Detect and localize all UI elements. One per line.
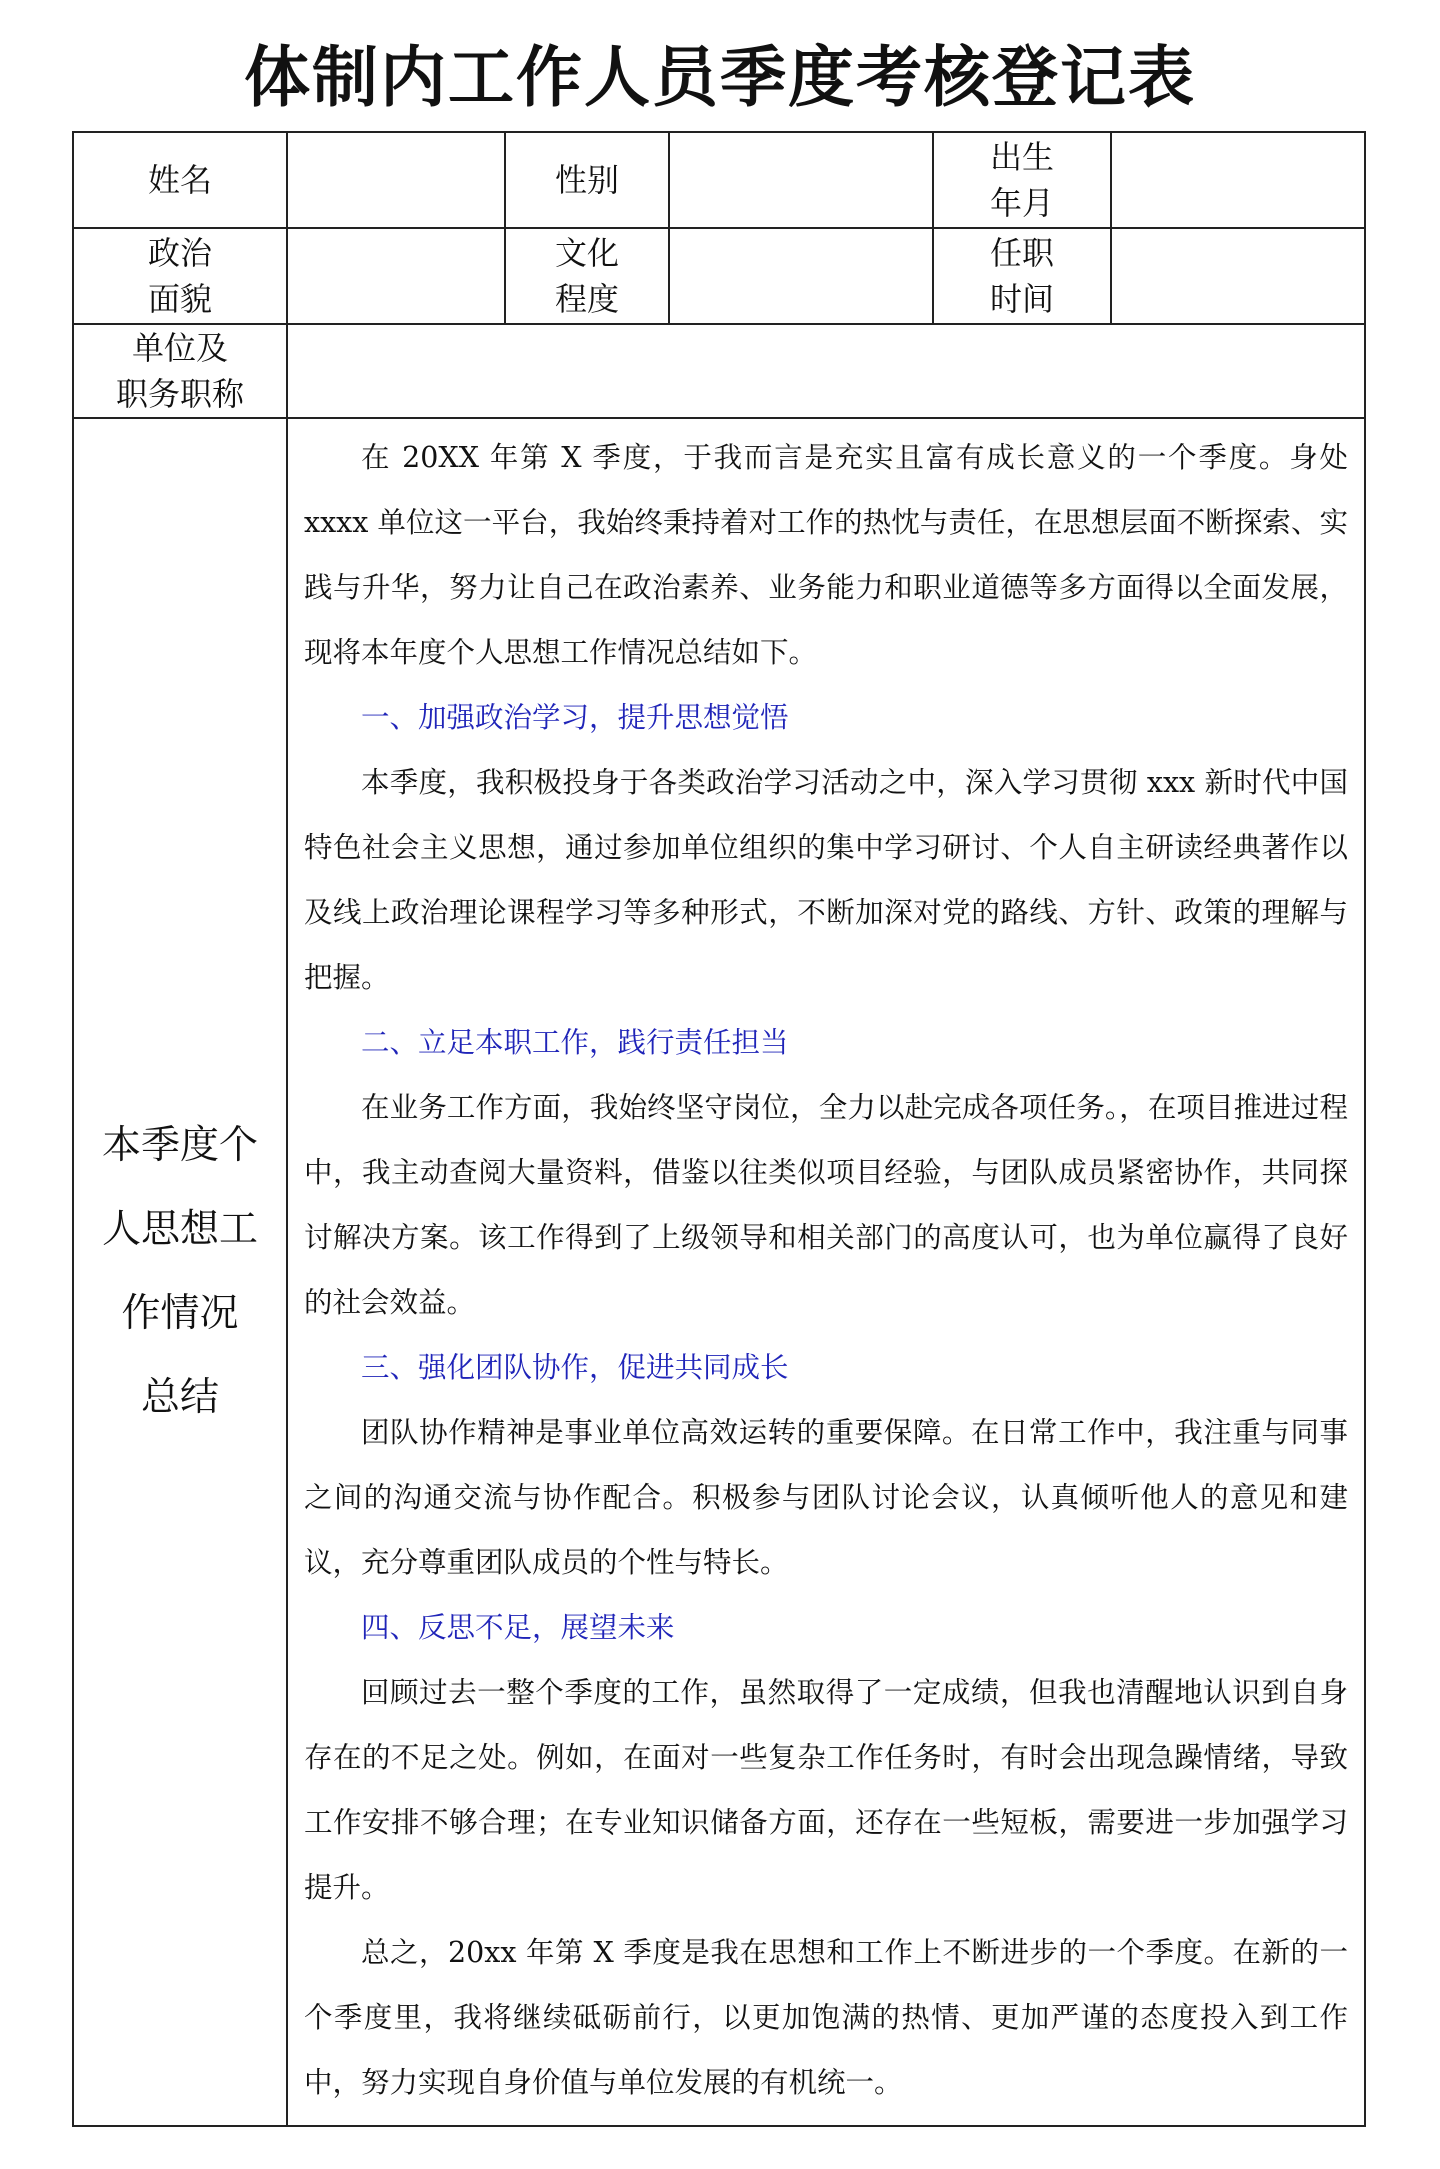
birth-date-label: 出生 年月 [933,132,1111,228]
summary-label: 本季度个 人思想工 作情况 总结 [73,418,287,2126]
section-paragraph-4: 回顾过去一整个季度的工作，虽然取得了一定成绩，但我也清醒地认识到自身存在的不足之处。例如，在面对一些复杂工作任务时，有时会出现急躁情绪，导致工作安排不够合理；在专业知识储备方面，还存在一些短板，需要进一步加强学习提升。 [304,1676,1348,1904]
form-title: 体制内工作人员季度考核登记表 [244,39,1196,116]
name-label: 姓名 [73,132,287,228]
registration-form-table [72,131,1366,2127]
section-heading-3: 三、强化团队协作，促进共同成长 [361,1351,789,1384]
gender-field[interactable] [669,132,933,228]
section-heading-2: 二、立足本职工作，践行责任担当 [361,1026,789,1059]
name-field[interactable] [287,132,505,228]
unit-position-field[interactable] [287,324,1365,418]
section-paragraph-1: 本季度，我积极投身于各类政治学习活动之中，深入学习贯彻 xxx 新时代中国特色社会主义思想，通过参加单位组织的集中学习研讨、个人自主研读经典著作以及线上政治理论课程学习等多种形式，不断加深对党的路线、方针、政策的理解与把握。 [304,766,1348,994]
summary-field[interactable] [287,418,1365,2126]
summary-text [288,419,1364,2125]
form-row-background [73,228,1365,324]
form-row-summary [73,418,1365,2126]
form-row-unit [73,324,1365,418]
section-heading-1: 一、加强政治学习，提升思想觉悟 [361,701,789,734]
birth-date-field[interactable] [1111,132,1365,228]
political-status-label: 政治 面貌 [73,228,287,324]
section-heading-4: 四、反思不足，展望未来 [361,1611,675,1644]
education-label: 文化 程度 [505,228,669,324]
section-paragraph-2: 在业务工作方面，我始终坚守岗位，全力以赴完成各项任务。，在项目推进过程中，我主动查阅大量资料，借鉴以往类似项目经验，与团队成员紧密协作，共同探讨解决方案。该工作得到了上级领导和相关部门的高度认可，也为单位赢得了良好的社会效益。 [304,1091,1348,1319]
education-field[interactable] [669,228,933,324]
summary-conclusion-paragraph: 总之，20xx 年第 X 季度是我在思想和工作上不断进步的一个季度。在新的一个季度里，我将继续砥砺前行，以更加饱满的热情、更加严谨的态度投入到工作中，努力实现自身价值与单位发展的有机统一。 [304,1936,1348,2099]
political-status-field[interactable] [287,228,505,324]
gender-label: 性别 [505,132,669,228]
tenure-label: 任职 时间 [933,228,1111,324]
summary-intro-paragraph: 在 20XX 年第 X 季度，于我而言是充实且富有成长意义的一个季度。身处 xxxx 单位这一平台，我始终秉持着对工作的热忱与责任，在思想层面不断探索、实践与升华，努力让自己在政治素养、业务能力和职业道德等多方面得以全面发展，现将本年度个人思想工作情况总结如下。 [304,441,1348,669]
unit-position-label: 单位及 职务职称 [73,324,287,418]
section-paragraph-3: 团队协作精神是事业单位高效运转的重要保障。在日常工作中，我注重与同事之间的沟通交流与协作配合。积极参与团队讨论会议，认真倾听他人的意见和建议，充分尊重团队成员的个性与特长。 [304,1416,1348,1579]
tenure-field[interactable] [1111,228,1365,324]
form-row-basic-info [73,132,1365,228]
